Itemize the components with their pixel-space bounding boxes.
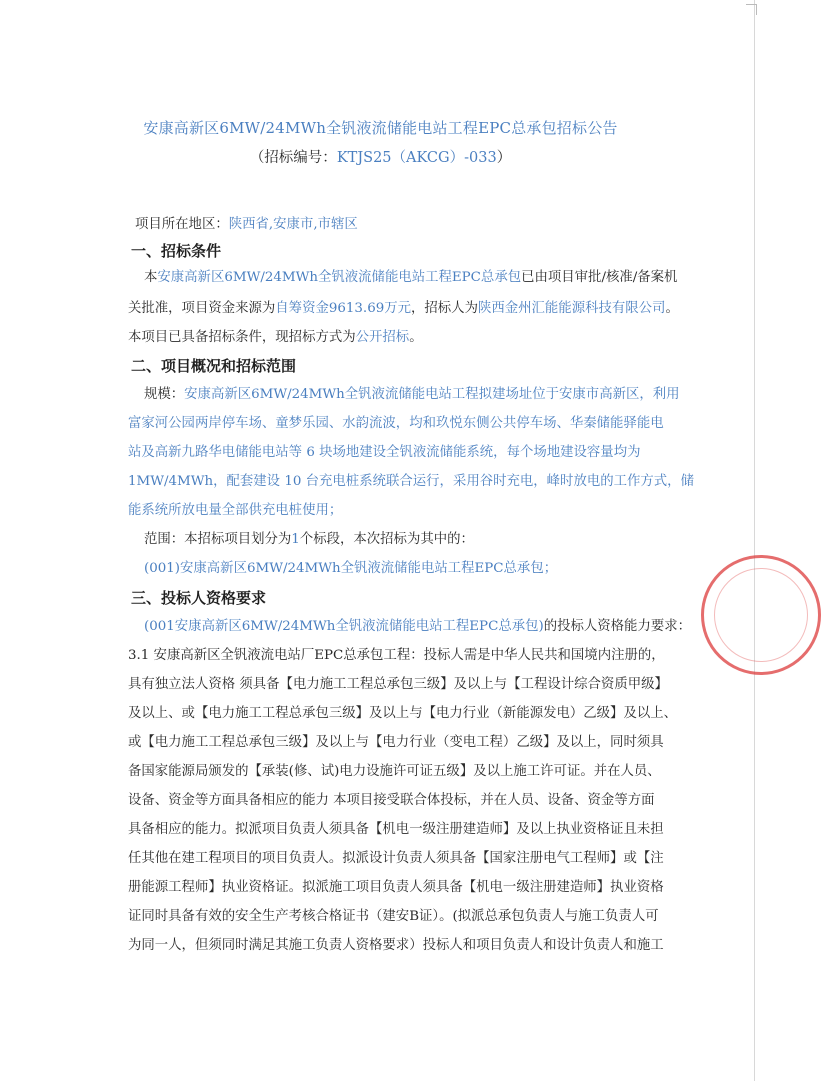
qualification-line-3: 具有独立法人资格 须具备【电力施工工程总承包三级】及以上与【工程设计综合资质甲级】 [128, 677, 668, 692]
text-run: 本项目已具备招标条件，现招标方式为 [128, 330, 356, 345]
red-seal-inner-ring [714, 568, 808, 662]
qualification-line-6: 备国家能源局颁发的【承装(修、试)电力设施许可证五级】及以上施工许可证。并在人员、 [128, 764, 661, 779]
qualification-line-9: 任其他在建工程项目的项目负责人。拟派设计负责人须具备【国家注册电气工程师】或【注 [128, 851, 664, 866]
fund-source: 自筹资金9613.69万元 [275, 301, 412, 316]
scale-line-1 [144, 386, 680, 404]
qualification-line-8: 具备相应的能力。拟派项目负责人须具备【机电一级注册建造师】及以上执业资格证且未担 [128, 822, 664, 837]
qualification-line-7: 设备、资金等方面具备相应的能力 本项目接受联合体投标，并在人员、设备、资金等方面 [128, 793, 655, 808]
scope-item: (001)安康高新区6MW/24MWh全钒液流储能电站工程EPC总承包； [144, 561, 558, 576]
tender-code-suffix: ） [496, 150, 512, 166]
section-2-heading: 二、项目概况和招标范围 [131, 357, 297, 375]
tender-code-value: KTJS25（AKCG）-033 [336, 150, 497, 166]
text-run: 。 [409, 330, 423, 345]
text-run: 的投标人资格能力要求： [543, 619, 692, 634]
region-value: 陕西省,安康市,市辖区 [228, 217, 358, 232]
scan-corner-mark [746, 4, 757, 15]
scale-line-3: 站及高新九路华电储能电站等 6 块场地建设全钒液流储能系统，每个场地建设容量均为 [128, 445, 641, 460]
text-run: 范围：本招标项目划分为 [144, 532, 292, 547]
red-seal-stamp [701, 555, 821, 675]
scale-line-2: 富家河公园两岸停车场、童梦乐园、水韵流波，均和玖悦东侧公共停车场、华秦储能驿能电 [128, 416, 664, 431]
scale-text: 安康高新区6MW/24MWh全钒液流储能电站工程拟建场址位于安康市高新区，利用 [184, 387, 680, 402]
section-3-heading: 三、投标人资格要求 [131, 589, 267, 607]
text-run: 个标段，本次招标为其中的： [299, 532, 474, 547]
project-name: 安康高新区6MW/24MWh全钒液流储能电站工程EPC总承包 [157, 270, 522, 285]
section-1-line-2 [128, 300, 679, 318]
qualification-line-4: 及以上、或【电力施工工程总承包三级】及以上与【电力行业（新能源发电）乙级】及以上、 [128, 706, 678, 721]
scale-line-5: 能系统所放电量全部供充电桩使用； [128, 503, 343, 518]
section-1-heading: 一、招标条件 [131, 242, 222, 260]
qualification-line-11: 证同时具备有效的安全生产考核合格证书（建安B证）。(拟派总承包负责人与施工负责人可 [128, 909, 659, 924]
text-run: 关批准，项目资金来源为 [128, 301, 276, 316]
tender-method: 公开招标 [355, 330, 410, 345]
qualification-line-10: 册能源工程师】执业资格证。拟派施工项目负责人须具备【机电一级注册建造师】执业资格 [128, 880, 664, 895]
scale-line-4: 1MW/4MWh，配套建设 10 台充电桩系统联合运行，采用谷时充电，峰时放电的工作方式，储 [128, 474, 694, 489]
lot-reference: (001安康高新区6MW/24MWh全钒液流储能电站工程EPC总承包) [144, 619, 544, 634]
text-run: 本 [144, 270, 158, 285]
project-region [135, 213, 358, 232]
qualification-line-1 [144, 618, 692, 636]
section-1-line-1 [144, 269, 678, 287]
tender-code-prefix: （招标编号： [249, 150, 337, 166]
text-run: 。 [665, 301, 679, 316]
tender-code [0, 146, 761, 167]
qualification-line-12: 为同一人，但须同时满足其施工负责人资格要求）投标人和项目负责人和设计负责人和施工 [128, 938, 664, 953]
lot-count: 1 [291, 532, 300, 547]
scope-line [144, 531, 640, 549]
region-label: 项目所在地区： [135, 217, 229, 232]
scale-label: 规模： [144, 387, 185, 402]
qualification-line-2: 3.1 安康高新区全钒液流电站厂EPC总承包工程：投标人需是中华人民共和国境内注册的， [128, 648, 665, 663]
document-title: 安康高新区6MW/24MWh全钒液流储能电站工程EPC总承包招标公告 [143, 119, 618, 137]
tenderer-name: 陕西金州汇能能源科技有限公司 [477, 301, 666, 316]
text-run: 已由项目审批/核准/备案机 [521, 270, 678, 285]
text-run: ，招标人为 [411, 301, 478, 316]
qualification-line-5: 或【电力施工工程总承包三级】及以上与【电力行业（变电工程）乙级】及以上，同时须具 [128, 735, 664, 750]
section-1-line-3 [128, 329, 640, 347]
